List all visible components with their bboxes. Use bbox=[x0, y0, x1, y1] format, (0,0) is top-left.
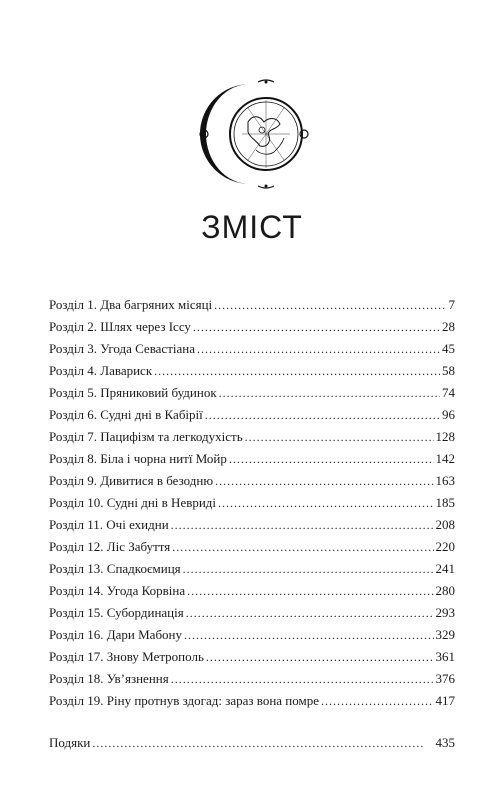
dot-leader bbox=[321, 694, 433, 709]
toc-entry-page: 435 bbox=[435, 735, 455, 750]
toc-entry-title: Подяки bbox=[49, 735, 91, 750]
toc-entry-title: Розділ 11. Очі ехидни bbox=[49, 517, 169, 532]
dot-leader bbox=[186, 606, 434, 621]
toc-entry[interactable] bbox=[49, 385, 455, 407]
toc-entry-page: 74 bbox=[442, 385, 455, 400]
dot-leader bbox=[183, 562, 434, 577]
toc-entry[interactable] bbox=[49, 363, 455, 385]
toc-entry[interactable] bbox=[49, 649, 455, 671]
toc-entry[interactable] bbox=[49, 451, 455, 473]
dot-leader bbox=[219, 386, 440, 401]
dot-leader bbox=[245, 430, 434, 445]
toc-entry-page: 142 bbox=[435, 451, 455, 466]
toc-entry-title: Розділ 9. Дивитися в безодню bbox=[49, 473, 214, 488]
toc-entry-title: Розділ 1. Два багряних місяці bbox=[49, 297, 213, 312]
dot-leader bbox=[193, 320, 440, 335]
dot-leader bbox=[205, 408, 440, 423]
dot-leader bbox=[154, 364, 440, 379]
toc-entry-page: 45 bbox=[442, 341, 455, 356]
dot-leader bbox=[171, 518, 434, 533]
toc-entry-page: 163 bbox=[435, 473, 455, 488]
toc-entry[interactable] bbox=[49, 495, 455, 517]
toc-entry[interactable] bbox=[49, 297, 455, 319]
toc-entry-page: 280 bbox=[435, 583, 455, 598]
toc-entry-page: 128 bbox=[435, 429, 455, 444]
toc-entry-title: Розділ 19. Ріну протнув здогад: зараз вона помре bbox=[49, 693, 320, 708]
toc-entry-title: Розділ 8. Біла і чорна нитї Мойр bbox=[49, 451, 227, 466]
toc-entry-page: 185 bbox=[435, 495, 455, 510]
toc-entry[interactable] bbox=[49, 517, 455, 539]
toc-entry[interactable] bbox=[49, 407, 455, 429]
toc-entry[interactable] bbox=[49, 319, 455, 341]
toc-entry-title: Розділ 6. Судні дні в Кабірії bbox=[49, 407, 203, 422]
toc-entry-title: Розділ 16. Дари Мабону bbox=[49, 627, 183, 642]
toc-entry-page: 96 bbox=[442, 407, 455, 422]
dot-leader bbox=[187, 584, 433, 599]
dot-leader bbox=[197, 342, 440, 357]
toc-entry-title: Розділ 5. Пряниковий будинок bbox=[49, 385, 217, 400]
toc-entry-page: 417 bbox=[435, 693, 455, 708]
toc-entry-title: Розділ 12. Ліс Забуття bbox=[49, 539, 171, 554]
toc-entry[interactable] bbox=[49, 583, 455, 605]
dot-leader bbox=[229, 452, 434, 467]
dot-leader bbox=[92, 736, 433, 751]
dot-leader bbox=[215, 474, 433, 489]
toc-entry-page: 376 bbox=[435, 671, 455, 686]
toc-entry-acknowledgements[interactable] bbox=[49, 735, 455, 757]
toc-entry-title: Розділ 4. Лавариск bbox=[49, 363, 153, 378]
toc-list bbox=[49, 297, 455, 715]
toc-entry[interactable] bbox=[49, 429, 455, 451]
toc-entry-page: 7 bbox=[448, 297, 455, 312]
toc-entry-title: Розділ 2. Шлях через Іссу bbox=[49, 319, 191, 334]
toc-entry-page: 220 bbox=[435, 539, 455, 554]
toc-entry[interactable] bbox=[49, 671, 455, 693]
toc-entry-page: 208 bbox=[435, 517, 455, 532]
eclipse-globe-emblem-icon bbox=[198, 78, 310, 190]
toc-entry-title: Розділ 15. Субординація bbox=[49, 605, 184, 620]
toc-entry-page: 28 bbox=[442, 319, 455, 334]
dot-leader bbox=[184, 628, 433, 643]
toc-entry-page: 361 bbox=[435, 649, 455, 664]
toc-entry-title: Розділ 18. Ув’язнення bbox=[49, 671, 169, 686]
toc-entry-title: Розділ 3. Угода Севастіана bbox=[49, 341, 195, 356]
toc-entry[interactable] bbox=[49, 605, 455, 627]
toc-entry[interactable] bbox=[49, 473, 455, 495]
toc-entry[interactable] bbox=[49, 539, 455, 561]
toc-entry-title: Розділ 13. Спадкоємиця bbox=[49, 561, 181, 576]
toc-entry-page: 58 bbox=[442, 363, 455, 378]
toc-extras bbox=[49, 735, 455, 757]
toc-entry-title: Розділ 17. Знову Метрополь bbox=[49, 649, 204, 664]
toc-entry-title: Розділ 10. Судні дні в Невриді bbox=[49, 495, 217, 510]
toc-entry-page: 241 bbox=[435, 561, 455, 576]
dot-leader bbox=[172, 540, 433, 555]
toc-entry[interactable] bbox=[49, 693, 455, 715]
dot-leader bbox=[218, 496, 433, 511]
toc-entry-page: 293 bbox=[435, 605, 455, 620]
toc-entry-page: 329 bbox=[435, 627, 455, 642]
page-title: ЗМІСТ bbox=[201, 209, 303, 246]
toc-entry-title: Розділ 14. Угода Корвіна bbox=[49, 583, 186, 598]
dot-leader bbox=[171, 672, 434, 687]
toc-entry-title: Розділ 7. Пацифізм та легкодухість bbox=[49, 429, 243, 444]
toc-entry[interactable] bbox=[49, 627, 455, 649]
toc-entry[interactable] bbox=[49, 341, 455, 363]
dot-leader bbox=[214, 298, 446, 313]
toc-entry[interactable] bbox=[49, 561, 455, 583]
dot-leader bbox=[206, 650, 434, 665]
